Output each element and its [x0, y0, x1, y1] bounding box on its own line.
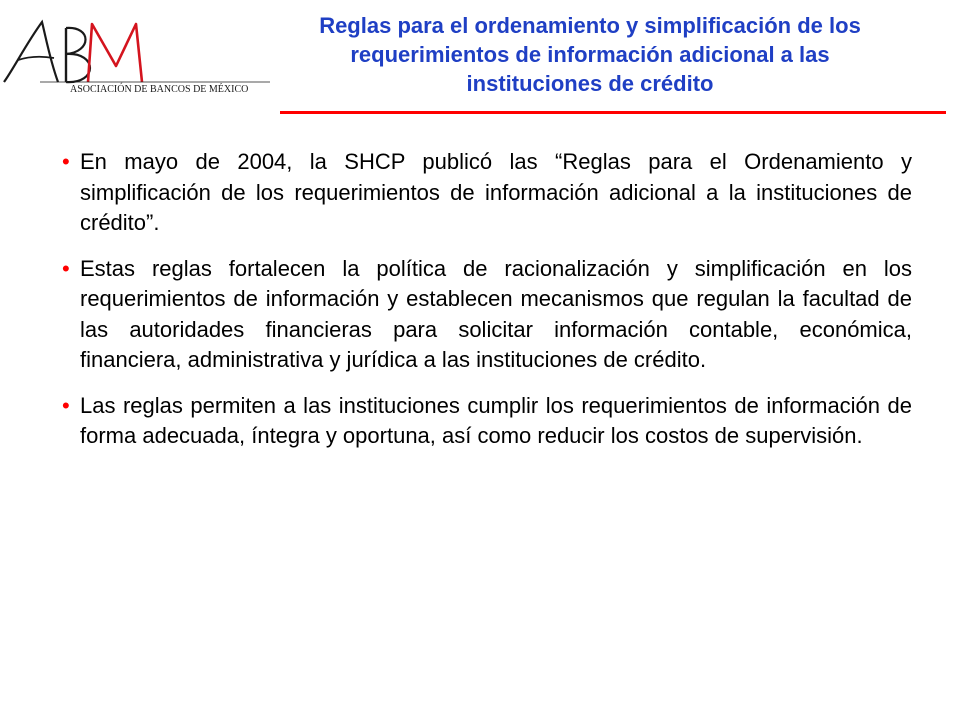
- logo-subtitle: ASOCIACIÓN DE BANCOS DE MÉXICO: [70, 84, 249, 95]
- bullet-list: [62, 147, 912, 467]
- abm-logo-graphic: [0, 8, 275, 98]
- title-line-3: instituciones de crédito: [466, 71, 714, 96]
- bullet-item: [62, 147, 912, 239]
- title-line-1: Reglas para el ordenamiento y simplificación de los: [319, 13, 861, 38]
- abm-logo: [0, 8, 275, 98]
- bullet-text: Las reglas permiten a las instituciones cumplir los requerimientos de información de forma adecuada, íntegra y oportuna, así como reducir los costos de supervisión.: [80, 392, 912, 448]
- title-divider: [280, 111, 946, 114]
- bullet-icon: •: [62, 149, 70, 174]
- bullet-icon: •: [62, 392, 70, 418]
- bullet-item: [62, 391, 912, 452]
- page-title: [250, 11, 930, 98]
- bullet-text: En mayo de 2004, la SHCP publicó las “Reglas para el Ordenamiento y simplificación de los requerimientos de información adicional a la instituciones de crédito”.: [80, 149, 912, 235]
- bullet-item: [62, 254, 912, 376]
- bullet-icon: •: [62, 255, 70, 281]
- title-line-2: requerimientos de información adicional a las: [350, 42, 830, 67]
- bullet-text: Estas reglas fortalecen la política de racionalización y simplificación en los requerimientos de información y establecen mecanismos que regulan la facultad de las autoridades financieras para solicitar información contable, económica, financiera, administrativa y jurídica a las instituciones de crédito.: [80, 255, 912, 372]
